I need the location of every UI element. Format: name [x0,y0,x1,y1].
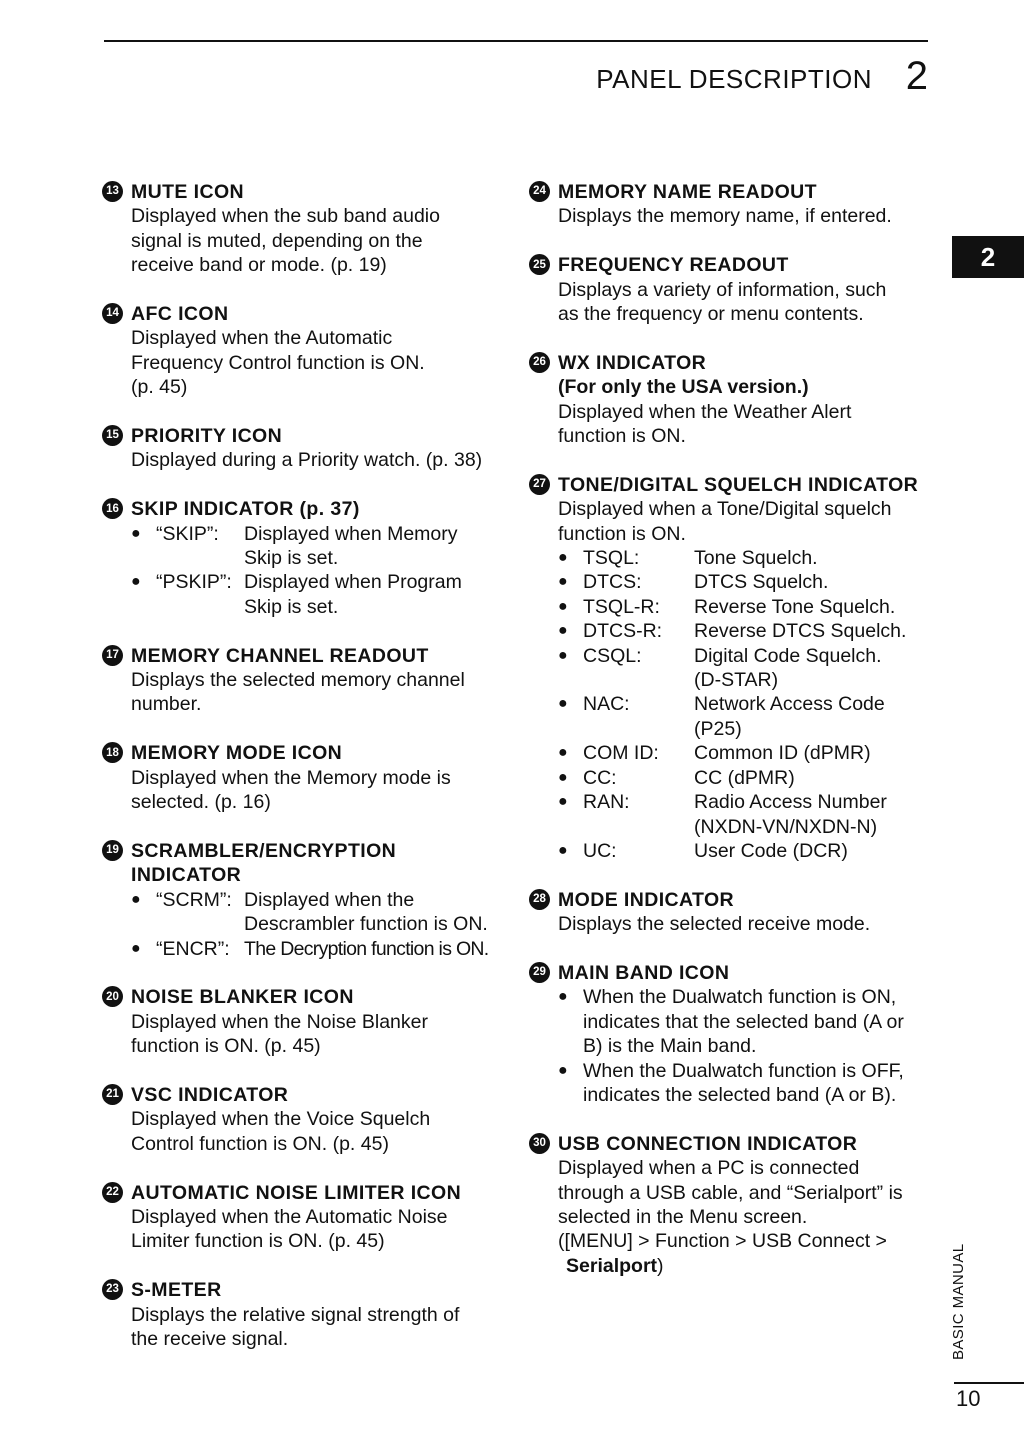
squelch-line: (NXDN-VN/NXDN-N) [694,815,878,838]
bullet-value [583,985,929,1058]
body-line: Limiter function is ON. (p. 45) [131,1230,385,1253]
bullet-icon: ● [131,890,141,908]
item-title: MEMORY MODE ICON [131,742,343,765]
item-number-badge: 22 [102,1182,123,1203]
item-title: AUTOMATIC NOISE LIMITER ICON [131,1181,462,1204]
bullet-line: Displayed when the [244,888,415,911]
squelch-value [694,546,929,570]
bullet-line: Skip is set. [244,547,339,570]
bullet-value [583,1059,929,1108]
body-line: Displays the selected memory channel [131,669,465,692]
item-wx-indicator [529,351,929,449]
item-body [529,204,929,228]
bullet-line: When the Dualwatch function is ON, [583,986,897,1009]
squelch-key: COM ID: [583,742,659,765]
bullet-line: indicates the selected band (A or B). [583,1083,897,1106]
item-title: MEMORY NAME READOUT [558,181,817,203]
item-title: MAIN BAND ICON [558,961,730,984]
body-line: Displayed when the Weather Alert [558,400,852,423]
bullet-value [244,888,512,937]
squelch-key: TSQL: [583,547,640,570]
bullet-line: Displayed when Memory [244,522,458,545]
item-s-meter [102,1278,512,1351]
bullet-icon: ● [131,573,141,591]
body-line: function is ON. [558,425,686,448]
squelch-row-nac [558,692,929,741]
body-line: the receive signal. [131,1327,289,1350]
squelch-row-csql [558,644,929,693]
body-line: receive band or mode. (p. 19) [131,254,387,277]
squelch-key: DTCS: [583,571,642,594]
item-number-badge: 27 [529,474,550,495]
item-body [102,1303,512,1352]
squelch-value [694,790,929,839]
item-title: NOISE BLANKER ICON [131,986,354,1009]
item-vsc-indicator [102,1083,512,1156]
bullet-icon: ● [131,524,141,542]
squelch-key: RAN: [583,791,630,814]
squelch-line: Digital Code Squelch. [694,644,882,667]
item-title: MUTE ICON [131,181,245,203]
bullet-icon: ● [558,744,568,762]
squelch-key: UC: [583,839,617,862]
body-line: selected. (p. 16) [131,791,271,814]
squelch-line: Network Access Code [694,693,885,716]
item-number-badge: 18 [102,742,123,763]
item-title: MODE INDICATOR [558,888,735,911]
item-memory-channel-readout [102,644,512,717]
header-title: PANEL DESCRIPTION [596,64,872,94]
body-line: Displayed during a Priority watch. (p. 38) [131,449,483,472]
squelch-key: TSQL-R: [583,595,660,618]
body-line: as the frequency or menu contents. [558,303,864,326]
item-memory-mode-icon [102,741,512,814]
item-noise-blanker-icon [102,985,512,1058]
item-body [529,985,929,1107]
footer-rule [954,1382,1024,1384]
body-line: Displays the memory name, if entered. [558,205,892,228]
item-body [529,375,929,448]
left-column [102,180,512,1376]
header-rule [104,40,928,42]
item-title: FREQUENCY READOUT [558,254,789,277]
body-line [558,1254,929,1278]
bullet-icon: ● [558,597,568,615]
bullet-icon: ● [558,841,568,859]
item-number-badge: 30 [529,1133,550,1154]
body-line: selected in the Menu screen. [558,1205,808,1228]
body-line: Displayed when the Voice Squelch [131,1108,431,1131]
item-tone-squelch-indicator [529,473,929,864]
item-body [529,1156,929,1278]
bullet-item [558,1059,929,1108]
item-mode-indicator [529,888,929,937]
squelch-key: DTCS-R: [583,620,663,643]
squelch-row-tsql [558,546,929,570]
item-mute-icon [102,180,512,278]
squelch-line: Reverse DTCS Squelch. [694,620,907,643]
item-title: USB CONNECTION INDICATOR [558,1132,858,1155]
page-number: 10 [956,1386,981,1411]
squelch-line: Tone Squelch. [694,547,818,570]
item-number-badge: 20 [102,986,123,1007]
item-title: S-METER [131,1279,222,1302]
squelch-row-uc [558,839,929,863]
bullet-line: indicates that the selected band (A or [583,1010,904,1033]
body-line: Displayed when a Tone/Digital squelch [558,498,892,521]
body-line: signal is muted, depending on the [131,229,423,252]
bullet-item [131,522,512,571]
bullet-line: When the Dualwatch function is OFF, [583,1059,904,1082]
bullet-key: “ENCR”: [156,937,230,960]
bullet-item [131,888,512,937]
right-column [529,180,929,1303]
body-line: function is ON. [558,522,686,545]
bullet-icon: ● [558,573,568,591]
squelch-line: (P25) [694,717,742,740]
item-memory-name-readout [529,180,929,229]
squelch-line: DTCS Squelch. [694,571,829,594]
body-line: through a USB cable, and “Serialport” is [558,1181,903,1204]
squelch-value [694,595,929,619]
bullet-line: Skip is set. [244,595,339,618]
item-usb-connection-indicator [529,1132,929,1278]
body-line: Control function is ON. (p. 45) [131,1132,389,1155]
bullet-icon: ● [558,1061,568,1079]
squelch-value [694,839,929,863]
item-number-badge: 25 [529,254,550,275]
title-line: SCRAMBLER/ENCRYPTION [131,839,397,862]
squelch-row-ran [558,790,929,839]
item-number-badge: 21 [102,1084,123,1105]
item-number-badge: 15 [102,425,123,446]
body-line: number. [131,693,202,716]
body-line: Frequency Control function is ON. [131,351,425,374]
squelch-key: CC: [583,766,617,789]
bullet-item [131,570,512,619]
item-priority-icon [102,424,512,473]
body-line: function is ON. (p. 45) [131,1035,321,1058]
squelch-value [694,741,929,765]
squelch-value [694,570,929,594]
squelch-row-tsql-r [558,595,929,619]
squelch-line: User Code (DCR) [694,839,848,862]
item-body [102,1010,512,1059]
item-body [102,326,512,399]
item-number-badge: 26 [529,352,550,373]
item-frequency-readout [529,253,929,326]
menu-path-end: ) [657,1254,664,1277]
item-body [102,522,512,620]
item-title: MEMORY CHANNEL READOUT [131,644,429,667]
item-number-badge: 23 [102,1279,123,1300]
item-body [529,278,929,327]
item-body [102,448,512,472]
item-scrambler-indicator [102,839,512,961]
squelch-line: CC (dPMR) [694,766,795,789]
body-line: Displays a variety of information, such [558,278,887,301]
bullet-key: “PSKIP”: [156,571,232,594]
bullet-value: The Decryption function is ON. [244,937,489,960]
squelch-value [694,619,929,643]
item-number-badge: 13 [102,181,123,202]
squelch-line: Radio Access Number [694,791,887,814]
bullet-item [558,985,929,1058]
chapter-tab: 2 [952,236,1024,278]
body-line: Displays the relative signal strength of [131,1303,460,1326]
squelch-row-cc [558,766,929,790]
body-line: Displayed when the Noise Blanker [131,1010,428,1033]
squelch-value [694,766,929,790]
item-title: AFC ICON [131,303,229,326]
body-line: Displayed when the Automatic [131,327,393,350]
item-number-badge: 19 [102,840,123,861]
bullet-value [244,522,512,571]
title-line: INDICATOR [131,864,242,887]
bullet-icon: ● [558,549,568,567]
item-main-band-icon [529,961,929,1107]
bullet-key: “SCRM”: [156,888,232,911]
item-body [102,1205,512,1254]
item-body [529,912,929,936]
squelch-key: CSQL: [583,644,642,667]
item-title: SKIP INDICATOR (p. 37) [131,498,360,521]
body-line: Displayed when the Automatic Noise [131,1205,448,1228]
side-label: BASIC MANUAL [950,1243,967,1360]
item-body [102,204,512,277]
body-line: Displays the selected receive mode. [558,913,871,936]
bullet-line: Descrambler function is ON. [244,913,488,936]
squelch-value [694,692,929,741]
squelch-value [694,644,929,693]
body-line: Displayed when a PC is connected [558,1157,860,1180]
squelch-line: (D-STAR) [694,669,779,692]
item-number-badge: 28 [529,889,550,910]
item-title: WX INDICATOR [558,351,707,374]
body-line: (p. 45) [131,376,188,399]
item-body [102,766,512,815]
item-title: PRIORITY ICON [131,425,283,448]
item-body [102,668,512,717]
item-title: VSC INDICATOR [131,1083,289,1106]
bullet-icon: ● [558,768,568,786]
body-line: Displayed when the Memory mode is [131,766,451,789]
item-body [102,888,512,961]
bullet-icon: ● [558,646,568,664]
bullet-item [131,937,512,961]
bullet-icon: ● [558,622,568,640]
body-line: ([MENU] > Function > USB Connect > [558,1230,887,1253]
bullet-key: “SKIP”: [156,522,219,545]
item-body [529,497,929,863]
bullet-line: B) is the Main band. [583,1035,757,1058]
item-skip-indicator [102,497,512,619]
item-subtitle: (For only the USA version.) [558,376,809,399]
item-number-badge: 29 [529,962,550,983]
bullet-icon: ● [558,793,568,811]
item-number-badge: 24 [529,181,550,202]
chapter-number: 2 [905,54,928,98]
squelch-row-com-id [558,741,929,765]
squelch-key: NAC: [583,693,630,716]
bullet-icon: ● [558,988,568,1006]
squelch-row-dtcs [558,570,929,594]
squelch-row-dtcs-r [558,619,929,643]
item-title [131,839,512,888]
bullet-icon: ● [558,695,568,713]
body-line: Displayed when the sub band audio [131,205,440,228]
bullet-line: Displayed when Program [244,571,462,594]
item-number-badge: 16 [102,498,123,519]
squelch-line: Reverse Tone Squelch. [694,595,896,618]
menu-path-bold: Serialport [566,1254,658,1277]
squelch-line: Common ID (dPMR) [694,742,871,765]
bullet-value [244,570,512,619]
item-afc-icon [102,302,512,400]
item-title: TONE/DIGITAL SQUELCH INDICATOR [558,473,919,496]
bullet-icon: ● [131,939,141,957]
item-number-badge: 14 [102,303,123,324]
item-body [102,1107,512,1156]
item-number-badge: 17 [102,645,123,666]
item-noise-limiter-icon [102,1181,512,1254]
